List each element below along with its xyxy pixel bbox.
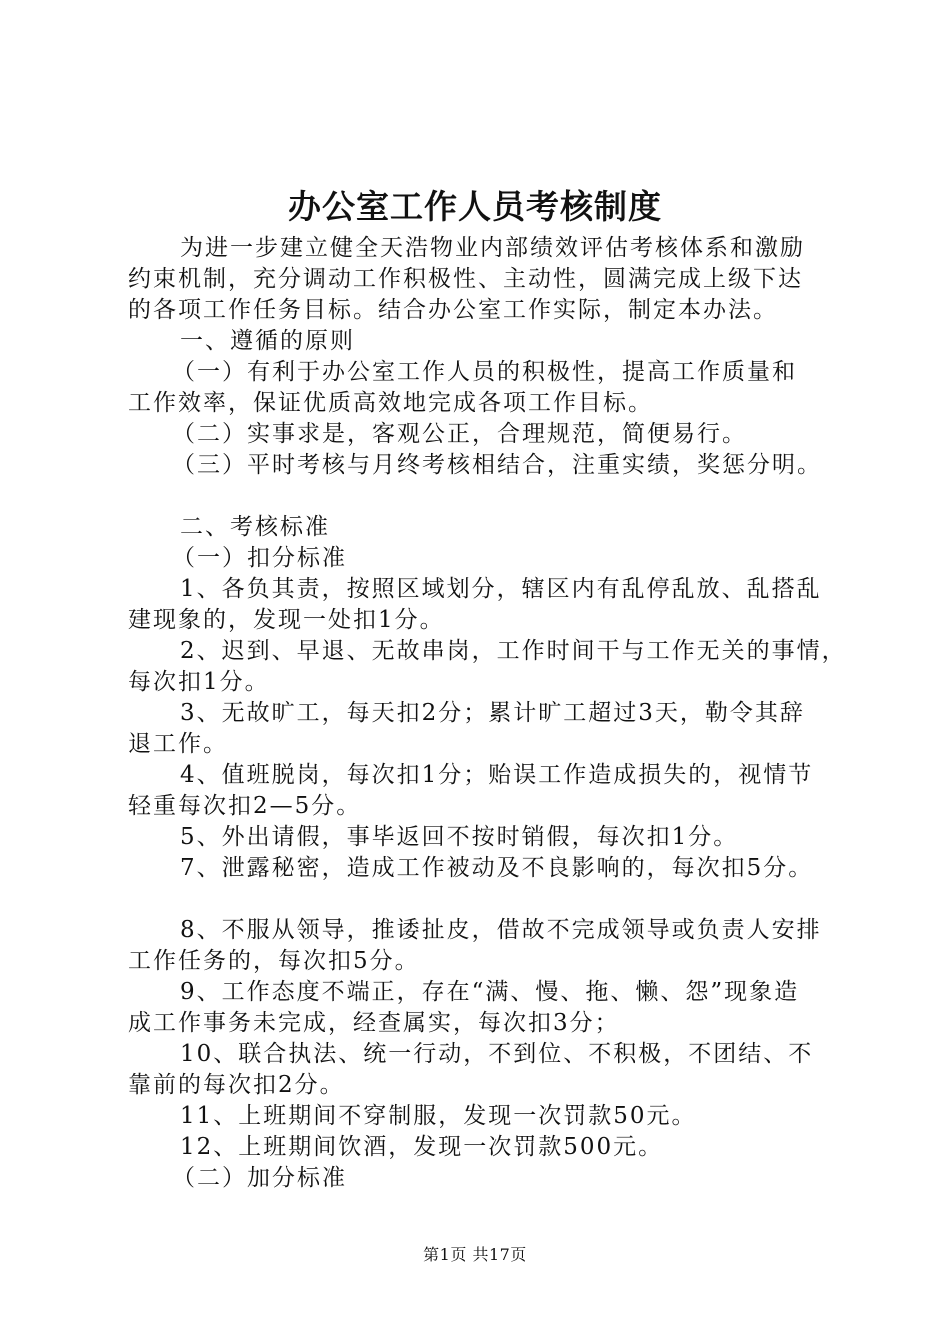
- blank-line: [128, 884, 838, 915]
- paragraph-line: 退工作。: [128, 731, 228, 757]
- paragraph-line: 为进一步建立健全天浩物业内部绩效评估考核体系和激励: [180, 235, 805, 261]
- paragraph-line: 9、工作态度不端正，存在“满、慢、拖、懒、怨”现象造: [180, 979, 800, 1005]
- paragraph-line: 7、泄露秘密，造成工作被动及不良影响的，每次扣5分。: [180, 855, 814, 881]
- paragraph-line: 靠前的每次扣2分。: [128, 1072, 345, 1098]
- paragraph-line: 成工作事务未完成，经查属实，每次扣3分；: [128, 1010, 620, 1036]
- paragraph-line: 的各项工作任务目标。结合办公室工作实际，制定本办法。: [128, 297, 778, 323]
- blank-line: [128, 481, 838, 512]
- paragraph-line: 2、迟到、早退、无故串岗，工作时间干与工作无关的事情，: [180, 638, 847, 664]
- paragraph-line: 约束机制，充分调动工作积极性、主动性，圆满完成上级下达: [128, 266, 803, 292]
- paragraph-line: （三）平时考核与月终考核相结合，注重实绩，奖惩分明。: [172, 452, 822, 478]
- paragraph-line: 工作任务的，每次扣5分。: [128, 948, 420, 974]
- paragraph-line: 轻重每次扣2—5分。: [128, 793, 362, 819]
- paragraph-line: （一）有利于办公室工作人员的积极性，提高工作质量和: [172, 359, 797, 385]
- paragraph-line: 3、无故旷工，每天扣2分；累计旷工超过3天，勒令其辞: [180, 700, 805, 726]
- document-body: [128, 233, 847, 1194]
- paragraph-line: 8、不服从领导，推诿扯皮，借故不完成领导或负责人安排: [180, 917, 822, 943]
- paragraph-line: 12、上班期间饮酒，发现一次罚款500元。: [180, 1134, 664, 1160]
- page-number-footer: 第1页 共17页: [423, 1245, 527, 1264]
- paragraph-line: 5、外出请假，事毕返回不按时销假，每次扣1分。: [180, 824, 739, 850]
- paragraph-line: 工作效率，保证优质高效地完成各项工作目标。: [128, 390, 653, 416]
- paragraph-line: 11、上班期间不穿制服，发现一次罚款50元。: [180, 1103, 697, 1129]
- paragraph-line: 每次扣1分。: [128, 669, 270, 695]
- paragraph-line: （二）实事求是，客观公正，合理规范，简便易行。: [172, 421, 747, 447]
- paragraph-line: 1、各负其责，按照区域划分，辖区内有乱停乱放、乱搭乱: [180, 576, 822, 602]
- section-heading: 一、遵循的原则: [180, 328, 355, 354]
- paragraph-line: 10、联合执法、统一行动，不到位、不积极，不团结、不: [180, 1041, 814, 1067]
- section-heading: 二、考核标准: [180, 514, 330, 540]
- subsection-heading: （二）加分标准: [172, 1165, 347, 1191]
- document-title: 办公室工作人员考核制度: [288, 187, 662, 226]
- subsection-heading: （一）扣分标准: [172, 545, 347, 571]
- paragraph-line: 建现象的，发现一处扣1分。: [128, 607, 445, 633]
- paragraph-line: 4、值班脱岗，每次扣1分；贻误工作造成损失的，视情节: [180, 762, 814, 788]
